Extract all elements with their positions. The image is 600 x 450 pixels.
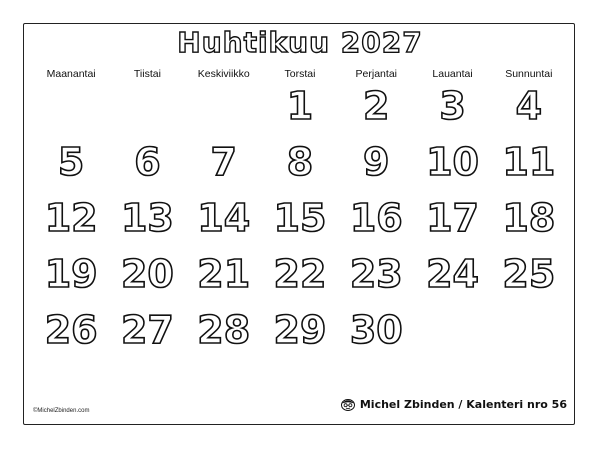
weekday-label-tuesday: Tiistai: [133, 68, 161, 80]
day-number: 15: [273, 196, 327, 240]
day-number: 21: [197, 252, 251, 296]
day-number: 22: [273, 252, 327, 296]
day-number: 28: [197, 308, 251, 352]
day-number: 11: [502, 140, 556, 184]
day-number: 16: [349, 196, 403, 240]
day-number: 1: [286, 84, 314, 128]
day-number: 7: [210, 140, 237, 184]
weekday-label-friday: Perjantai: [355, 68, 397, 80]
empty-day-cell: [109, 82, 185, 138]
day-number: 13: [120, 196, 174, 240]
day-number: 9: [363, 140, 390, 184]
empty-day-cell: [186, 82, 262, 138]
day-number: 29: [273, 308, 327, 352]
weekday-header-row: [33, 68, 567, 80]
weekday-label-wednesday: Keskiviikko: [197, 68, 250, 80]
day-number: 12: [44, 196, 98, 240]
weekday-label-thursday: Torstai: [284, 68, 316, 80]
day-number: 23: [349, 252, 403, 296]
day-number: 18: [502, 196, 556, 240]
day-number: 14: [197, 196, 251, 240]
day-number: 3: [439, 84, 466, 128]
day-number: 19: [44, 252, 98, 296]
website-credit: ©MichelZbinden.com: [33, 408, 90, 414]
day-grid: [33, 82, 567, 362]
day-number: 27: [120, 308, 174, 352]
weekday-label-monday: Maanantai: [46, 68, 96, 80]
day-number: 10: [426, 140, 479, 184]
day-number: 24: [426, 252, 479, 296]
author-credit: [340, 398, 567, 411]
day-number: 17: [426, 196, 479, 240]
weekday-label-saturday: Lauantai: [432, 68, 473, 80]
face-icon: [340, 398, 356, 411]
weekday-label-sunday: Sunnuntai: [505, 68, 553, 80]
day-number: 25: [502, 252, 556, 296]
calendar-title: Huhtikuu 2027: [177, 26, 423, 59]
day-number: 4: [515, 84, 543, 128]
author-credit-text: Michel Zbinden / Kalenteri nro 56: [359, 398, 567, 411]
day-number: 8: [286, 140, 314, 184]
empty-day-cell: [33, 82, 109, 138]
day-number: 30: [349, 308, 403, 352]
day-number: 2: [363, 84, 390, 128]
day-number: 20: [120, 252, 174, 296]
day-number: 6: [134, 140, 161, 184]
day-number: 5: [57, 140, 85, 184]
day-number: 26: [44, 308, 98, 352]
